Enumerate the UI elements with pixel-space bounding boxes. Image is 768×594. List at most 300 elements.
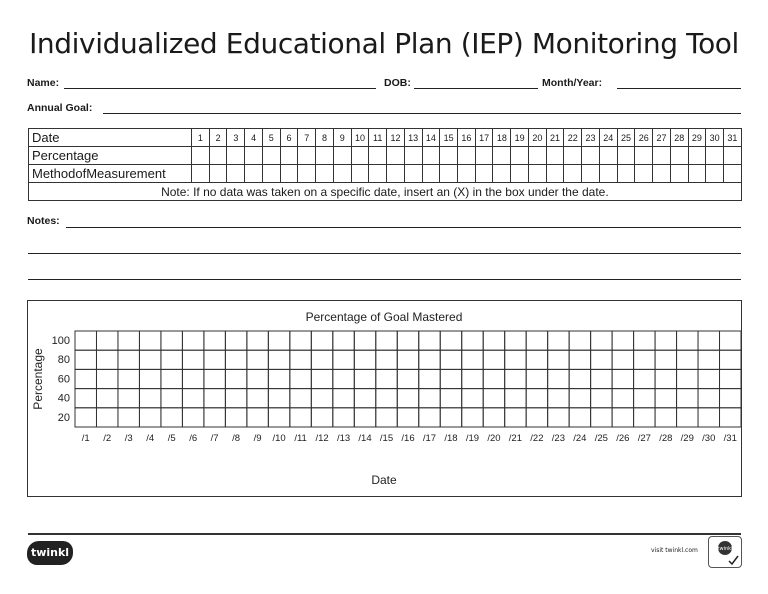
- entry-cell[interactable]: [262, 147, 280, 165]
- notes-line-1[interactable]: [66, 227, 741, 228]
- chart-cell[interactable]: [204, 369, 225, 388]
- entry-cell[interactable]: [617, 165, 635, 183]
- day-header: 30: [706, 129, 724, 147]
- chart-cell[interactable]: [677, 350, 698, 369]
- entry-cell[interactable]: [511, 165, 529, 183]
- chart-cell[interactable]: [225, 331, 246, 350]
- entry-cell[interactable]: [316, 165, 334, 183]
- chart-cell[interactable]: [505, 408, 526, 427]
- chart-cell[interactable]: [96, 350, 117, 369]
- day-header: 18: [493, 129, 511, 147]
- chart-cell[interactable]: [376, 408, 397, 427]
- x-tick-label: /6: [189, 433, 198, 444]
- entry-cell[interactable]: [333, 147, 351, 165]
- chart-cell[interactable]: [677, 408, 698, 427]
- chart-cell[interactable]: [483, 389, 504, 408]
- chart-cell[interactable]: [354, 331, 375, 350]
- chart-cell[interactable]: [655, 331, 676, 350]
- y-tick-label: 100: [51, 335, 70, 347]
- x-tick-label: /1: [81, 433, 90, 444]
- chart-cell[interactable]: [462, 408, 483, 427]
- entry-cell[interactable]: [617, 147, 635, 165]
- chart-cell[interactable]: [483, 350, 504, 369]
- chart-cell[interactable]: [376, 350, 397, 369]
- chart-cell[interactable]: [354, 350, 375, 369]
- name-field[interactable]: [64, 88, 376, 89]
- x-tick-label: /12: [315, 433, 329, 444]
- day-header: 26: [635, 129, 653, 147]
- chart-cell[interactable]: [677, 389, 698, 408]
- chart-cell[interactable]: [419, 389, 440, 408]
- x-tick-label: /16: [401, 433, 415, 444]
- chart-cell[interactable]: [268, 350, 289, 369]
- month-year-label: Month/Year:: [542, 77, 603, 89]
- entry-cell[interactable]: [688, 165, 706, 183]
- day-header: 12: [387, 129, 405, 147]
- entry-cell[interactable]: [475, 165, 493, 183]
- x-tick-label: /21: [508, 433, 523, 444]
- chart-cell[interactable]: [634, 350, 655, 369]
- chart-cell[interactable]: [75, 350, 96, 369]
- chart-cell[interactable]: [182, 408, 203, 427]
- chart-cell[interactable]: [333, 350, 354, 369]
- entry-cell[interactable]: [528, 165, 546, 183]
- entry-cell[interactable]: [440, 147, 458, 165]
- entry-cell[interactable]: [404, 165, 422, 183]
- row-label: Date: [29, 129, 192, 147]
- x-tick-label: /17: [422, 433, 437, 444]
- chart-cell[interactable]: [677, 331, 698, 350]
- chart-cell[interactable]: [526, 350, 547, 369]
- chart-cell[interactable]: [483, 408, 504, 427]
- day-header: 10: [351, 129, 369, 147]
- x-axis-label: Date: [371, 473, 397, 487]
- chart-cell[interactable]: [505, 331, 526, 350]
- chart-cell[interactable]: [591, 331, 612, 350]
- day-header: 14: [422, 129, 440, 147]
- chart-cell[interactable]: [204, 350, 225, 369]
- chart-cell[interactable]: [569, 389, 590, 408]
- day-header: 29: [688, 129, 706, 147]
- entry-cell[interactable]: [404, 147, 422, 165]
- chart-cell[interactable]: [591, 369, 612, 388]
- chart-cell[interactable]: [655, 408, 676, 427]
- chart-cell[interactable]: [247, 389, 268, 408]
- entry-cell[interactable]: [209, 165, 227, 183]
- annual-goal-field[interactable]: [103, 113, 741, 114]
- entry-cell[interactable]: [511, 147, 529, 165]
- x-tick-label: /19: [465, 433, 480, 444]
- chart-cell[interactable]: [75, 369, 96, 388]
- notes-line-2[interactable]: [28, 253, 741, 254]
- x-tick-label: /4: [146, 433, 155, 444]
- chart-cell[interactable]: [333, 408, 354, 427]
- chart-cell[interactable]: [118, 331, 139, 350]
- chart-cell[interactable]: [720, 369, 741, 388]
- x-tick-label: /31: [723, 433, 737, 444]
- entry-cell[interactable]: [599, 147, 617, 165]
- chart-cell[interactable]: [333, 389, 354, 408]
- chart-cell[interactable]: [419, 350, 440, 369]
- chart-cell[interactable]: [548, 350, 569, 369]
- chart-cell[interactable]: [247, 331, 268, 350]
- chart-cell[interactable]: [462, 369, 483, 388]
- mastery-chart: [27, 300, 742, 497]
- chart-cell[interactable]: [290, 369, 311, 388]
- chart-cell[interactable]: [548, 408, 569, 427]
- chart-cell[interactable]: [397, 389, 418, 408]
- chart-cell[interactable]: [634, 369, 655, 388]
- chart-cell[interactable]: [376, 369, 397, 388]
- chart-cell[interactable]: [397, 331, 418, 350]
- x-tick-label: /3: [124, 433, 133, 444]
- chart-cell[interactable]: [139, 389, 160, 408]
- chart-cell[interactable]: [96, 408, 117, 427]
- chart-cell[interactable]: [75, 331, 96, 350]
- chart-cell[interactable]: [698, 369, 719, 388]
- chart-cell[interactable]: [139, 331, 160, 350]
- chart-cell[interactable]: [268, 408, 289, 427]
- entry-cell[interactable]: [582, 147, 600, 165]
- chart-cell[interactable]: [161, 331, 182, 350]
- entry-cell[interactable]: [724, 165, 742, 183]
- entry-cell[interactable]: [245, 147, 263, 165]
- x-tick-label: /30: [702, 433, 716, 444]
- chart-cell[interactable]: [311, 331, 332, 350]
- mastery-chart-svg: [28, 301, 741, 496]
- x-tick-label: /23: [551, 433, 565, 444]
- chart-cell[interactable]: [333, 369, 354, 388]
- entry-cell[interactable]: [351, 147, 369, 165]
- y-tick-label: 40: [57, 392, 70, 405]
- entry-cell[interactable]: [298, 165, 316, 183]
- entry-cell[interactable]: [280, 147, 298, 165]
- entry-cell[interactable]: [493, 165, 511, 183]
- chart-cell[interactable]: [548, 389, 569, 408]
- chart-cell[interactable]: [720, 408, 741, 427]
- entry-cell[interactable]: [653, 147, 671, 165]
- x-tick-label: /13: [336, 433, 351, 444]
- chart-cell[interactable]: [612, 331, 633, 350]
- chart-cell[interactable]: [161, 408, 182, 427]
- month-year-field[interactable]: [617, 88, 741, 89]
- chart-cell[interactable]: [311, 408, 332, 427]
- chart-cell[interactable]: [440, 350, 461, 369]
- y-axis-label: Percentage: [31, 348, 45, 410]
- entry-cell[interactable]: [458, 147, 476, 165]
- entry-cell[interactable]: [546, 165, 564, 183]
- chart-cell[interactable]: [225, 369, 246, 388]
- day-header: 6: [280, 129, 298, 147]
- chart-cell[interactable]: [483, 331, 504, 350]
- x-tick-label: /2: [103, 433, 112, 444]
- entry-cell[interactable]: [564, 147, 582, 165]
- day-header: 5: [262, 129, 280, 147]
- chart-cell[interactable]: [526, 408, 547, 427]
- chart-cell[interactable]: [268, 389, 289, 408]
- chart-cell[interactable]: [161, 350, 182, 369]
- chart-cell[interactable]: [75, 389, 96, 408]
- entry-cell[interactable]: [280, 165, 298, 183]
- day-header: 17: [475, 129, 493, 147]
- chart-cell[interactable]: [225, 350, 246, 369]
- chart-cell[interactable]: [419, 408, 440, 427]
- chart-cell[interactable]: [204, 389, 225, 408]
- chart-cell[interactable]: [505, 389, 526, 408]
- x-tick-label: /27: [637, 433, 651, 444]
- chart-cell[interactable]: [462, 331, 483, 350]
- monitoring-table: [28, 128, 742, 201]
- entry-cell[interactable]: [369, 165, 387, 183]
- chart-cell[interactable]: [354, 389, 375, 408]
- chart-cell[interactable]: [440, 408, 461, 427]
- entry-cell[interactable]: [227, 165, 245, 183]
- chart-cell[interactable]: [462, 350, 483, 369]
- entry-cell[interactable]: [706, 147, 724, 165]
- entry-cell[interactable]: [670, 147, 688, 165]
- day-header: 23: [582, 129, 600, 147]
- chart-cell[interactable]: [311, 369, 332, 388]
- chart-cell[interactable]: [655, 389, 676, 408]
- x-tick-label: /7: [210, 433, 219, 444]
- entry-cell[interactable]: [440, 165, 458, 183]
- notes-line-3[interactable]: [28, 279, 741, 280]
- chart-cell[interactable]: [612, 408, 633, 427]
- chart-cell[interactable]: [268, 369, 289, 388]
- entry-cell[interactable]: [351, 165, 369, 183]
- chart-cell[interactable]: [634, 408, 655, 427]
- chart-cell[interactable]: [591, 408, 612, 427]
- x-tick-label: /18: [444, 433, 458, 444]
- chart-cell[interactable]: [161, 389, 182, 408]
- chart-cell[interactable]: [96, 331, 117, 350]
- chart-cell[interactable]: [591, 350, 612, 369]
- x-tick-label: /26: [616, 433, 630, 444]
- chart-cell[interactable]: [655, 369, 676, 388]
- chart-cell[interactable]: [526, 331, 547, 350]
- chart-cell[interactable]: [376, 389, 397, 408]
- chart-cell[interactable]: [182, 331, 203, 350]
- chart-cell[interactable]: [569, 331, 590, 350]
- day-header: 8: [316, 129, 334, 147]
- chart-cell[interactable]: [440, 389, 461, 408]
- day-header: 25: [617, 129, 635, 147]
- entry-cell[interactable]: [670, 165, 688, 183]
- entry-cell[interactable]: [422, 147, 440, 165]
- day-header: 24: [599, 129, 617, 147]
- chart-cell[interactable]: [698, 331, 719, 350]
- y-tick-label: 80: [57, 354, 70, 367]
- chart-cell[interactable]: [397, 408, 418, 427]
- entry-cell[interactable]: [706, 165, 724, 183]
- entry-cell[interactable]: [227, 147, 245, 165]
- chart-cell[interactable]: [118, 350, 139, 369]
- chart-cell[interactable]: [612, 350, 633, 369]
- dob-label: DOB:: [384, 77, 411, 89]
- annual-goal-label: Annual Goal:: [27, 102, 93, 114]
- chart-cell[interactable]: [483, 369, 504, 388]
- chart-cell[interactable]: [333, 331, 354, 350]
- table-row: [29, 147, 742, 165]
- x-tick-label: /8: [232, 433, 241, 444]
- entry-cell[interactable]: [493, 147, 511, 165]
- chart-cell[interactable]: [311, 350, 332, 369]
- entry-cell[interactable]: [387, 147, 405, 165]
- chart-cell[interactable]: [698, 350, 719, 369]
- x-tick-label: /11: [294, 433, 307, 444]
- entry-cell[interactable]: [298, 147, 316, 165]
- x-tick-label: /25: [594, 433, 608, 444]
- entry-cell[interactable]: [458, 165, 476, 183]
- x-tick-label: /10: [272, 433, 286, 444]
- y-tick-label: 60: [57, 373, 70, 386]
- entry-cell[interactable]: [653, 165, 671, 183]
- x-tick-label: /9: [253, 433, 262, 444]
- chart-cell[interactable]: [698, 389, 719, 408]
- dob-field[interactable]: [414, 88, 538, 89]
- footer-divider: [28, 533, 741, 535]
- chart-cell[interactable]: [139, 350, 160, 369]
- row-label: MethodofMeasurement: [29, 165, 192, 183]
- chart-cell[interactable]: [118, 408, 139, 427]
- chart-cell[interactable]: [204, 331, 225, 350]
- entry-cell[interactable]: [316, 147, 334, 165]
- chart-cell[interactable]: [440, 331, 461, 350]
- entry-cell[interactable]: [635, 165, 653, 183]
- chart-cell[interactable]: [526, 369, 547, 388]
- entry-cell[interactable]: [333, 165, 351, 183]
- chart-cell[interactable]: [462, 389, 483, 408]
- chart-cell[interactable]: [96, 389, 117, 408]
- row-label: Percentage: [29, 147, 192, 165]
- chart-cell[interactable]: [290, 350, 311, 369]
- x-tick-label: /5: [167, 433, 176, 444]
- entry-cell[interactable]: [369, 147, 387, 165]
- chart-cell[interactable]: [419, 369, 440, 388]
- day-header: 1: [192, 129, 210, 147]
- entry-cell[interactable]: [209, 147, 227, 165]
- entry-cell[interactable]: [564, 165, 582, 183]
- chart-cell[interactable]: [720, 389, 741, 408]
- chart-cell[interactable]: [505, 369, 526, 388]
- entry-cell[interactable]: [724, 147, 742, 165]
- chart-cell[interactable]: [419, 331, 440, 350]
- day-header: 28: [670, 129, 688, 147]
- chart-cell[interactable]: [548, 369, 569, 388]
- chart-cell[interactable]: [505, 350, 526, 369]
- chart-cell[interactable]: [634, 331, 655, 350]
- day-header: 7: [298, 129, 316, 147]
- chart-cell[interactable]: [290, 408, 311, 427]
- chart-cell[interactable]: [247, 369, 268, 388]
- entry-cell[interactable]: [387, 165, 405, 183]
- chart-cell[interactable]: [634, 389, 655, 408]
- chart-cell[interactable]: [720, 331, 741, 350]
- entry-cell[interactable]: [475, 147, 493, 165]
- quality-badge-icon: [708, 536, 742, 568]
- day-header: 2: [209, 129, 227, 147]
- x-tick-label: /14: [358, 433, 372, 444]
- chart-cell[interactable]: [182, 350, 203, 369]
- chart-cell[interactable]: [569, 350, 590, 369]
- twinkl-logo: twinkl: [27, 541, 73, 565]
- chart-cell[interactable]: [225, 408, 246, 427]
- entry-cell[interactable]: [422, 165, 440, 183]
- x-tick-label: /24: [573, 433, 587, 444]
- chart-title: Percentage of Goal Mastered: [305, 310, 463, 324]
- entry-cell[interactable]: [635, 147, 653, 165]
- page-title: Individualized Educational Plan (IEP) Monitoring Tool: [29, 27, 739, 60]
- chart-cell[interactable]: [612, 389, 633, 408]
- chart-cell[interactable]: [161, 369, 182, 388]
- chart-cell[interactable]: [118, 369, 139, 388]
- chart-cell[interactable]: [397, 369, 418, 388]
- chart-cell[interactable]: [354, 369, 375, 388]
- note-row: [29, 183, 742, 201]
- chart-cell[interactable]: [440, 369, 461, 388]
- chart-cell[interactable]: [204, 408, 225, 427]
- day-header: 3: [227, 129, 245, 147]
- entry-cell[interactable]: [192, 165, 210, 183]
- chart-cell[interactable]: [612, 369, 633, 388]
- chart-cell[interactable]: [548, 331, 569, 350]
- chart-cell[interactable]: [96, 369, 117, 388]
- chart-cell[interactable]: [354, 408, 375, 427]
- x-tick-label: /29: [680, 433, 694, 444]
- day-header: 27: [653, 129, 671, 147]
- chart-cell[interactable]: [118, 389, 139, 408]
- chart-cell[interactable]: [376, 331, 397, 350]
- table-row: [29, 165, 742, 183]
- x-tick-label: /22: [530, 433, 544, 444]
- chart-cell[interactable]: [569, 369, 590, 388]
- chart-cell[interactable]: [247, 408, 268, 427]
- y-tick-label: 20: [57, 411, 70, 424]
- chart-cell[interactable]: [182, 389, 203, 408]
- chart-cell[interactable]: [655, 350, 676, 369]
- table-note: Note: If no data was taken on a specific date, insert an (X) in the box under the date.: [29, 183, 742, 201]
- entry-cell[interactable]: [528, 147, 546, 165]
- chart-cell[interactable]: [311, 389, 332, 408]
- chart-cell[interactable]: [139, 369, 160, 388]
- chart-cell[interactable]: [290, 389, 311, 408]
- entry-cell[interactable]: [582, 165, 600, 183]
- entry-cell[interactable]: [688, 147, 706, 165]
- chart-cell[interactable]: [290, 331, 311, 350]
- chart-cell[interactable]: [268, 331, 289, 350]
- entry-cell[interactable]: [546, 147, 564, 165]
- chart-cell[interactable]: [225, 389, 246, 408]
- chart-cell[interactable]: [247, 350, 268, 369]
- entry-cell[interactable]: [192, 147, 210, 165]
- chart-cell[interactable]: [677, 369, 698, 388]
- chart-cell[interactable]: [698, 408, 719, 427]
- chart-cell[interactable]: [182, 369, 203, 388]
- day-header: 4: [245, 129, 263, 147]
- chart-cell[interactable]: [397, 350, 418, 369]
- chart-cell[interactable]: [139, 408, 160, 427]
- chart-cell[interactable]: [526, 389, 547, 408]
- entry-cell[interactable]: [262, 165, 280, 183]
- table-row: [29, 129, 742, 147]
- chart-cell[interactable]: [591, 389, 612, 408]
- chart-cell[interactable]: [569, 408, 590, 427]
- entry-cell[interactable]: [599, 165, 617, 183]
- chart-cell[interactable]: [720, 350, 741, 369]
- day-header: 22: [564, 129, 582, 147]
- chart-cell[interactable]: [75, 408, 96, 427]
- entry-cell[interactable]: [245, 165, 263, 183]
